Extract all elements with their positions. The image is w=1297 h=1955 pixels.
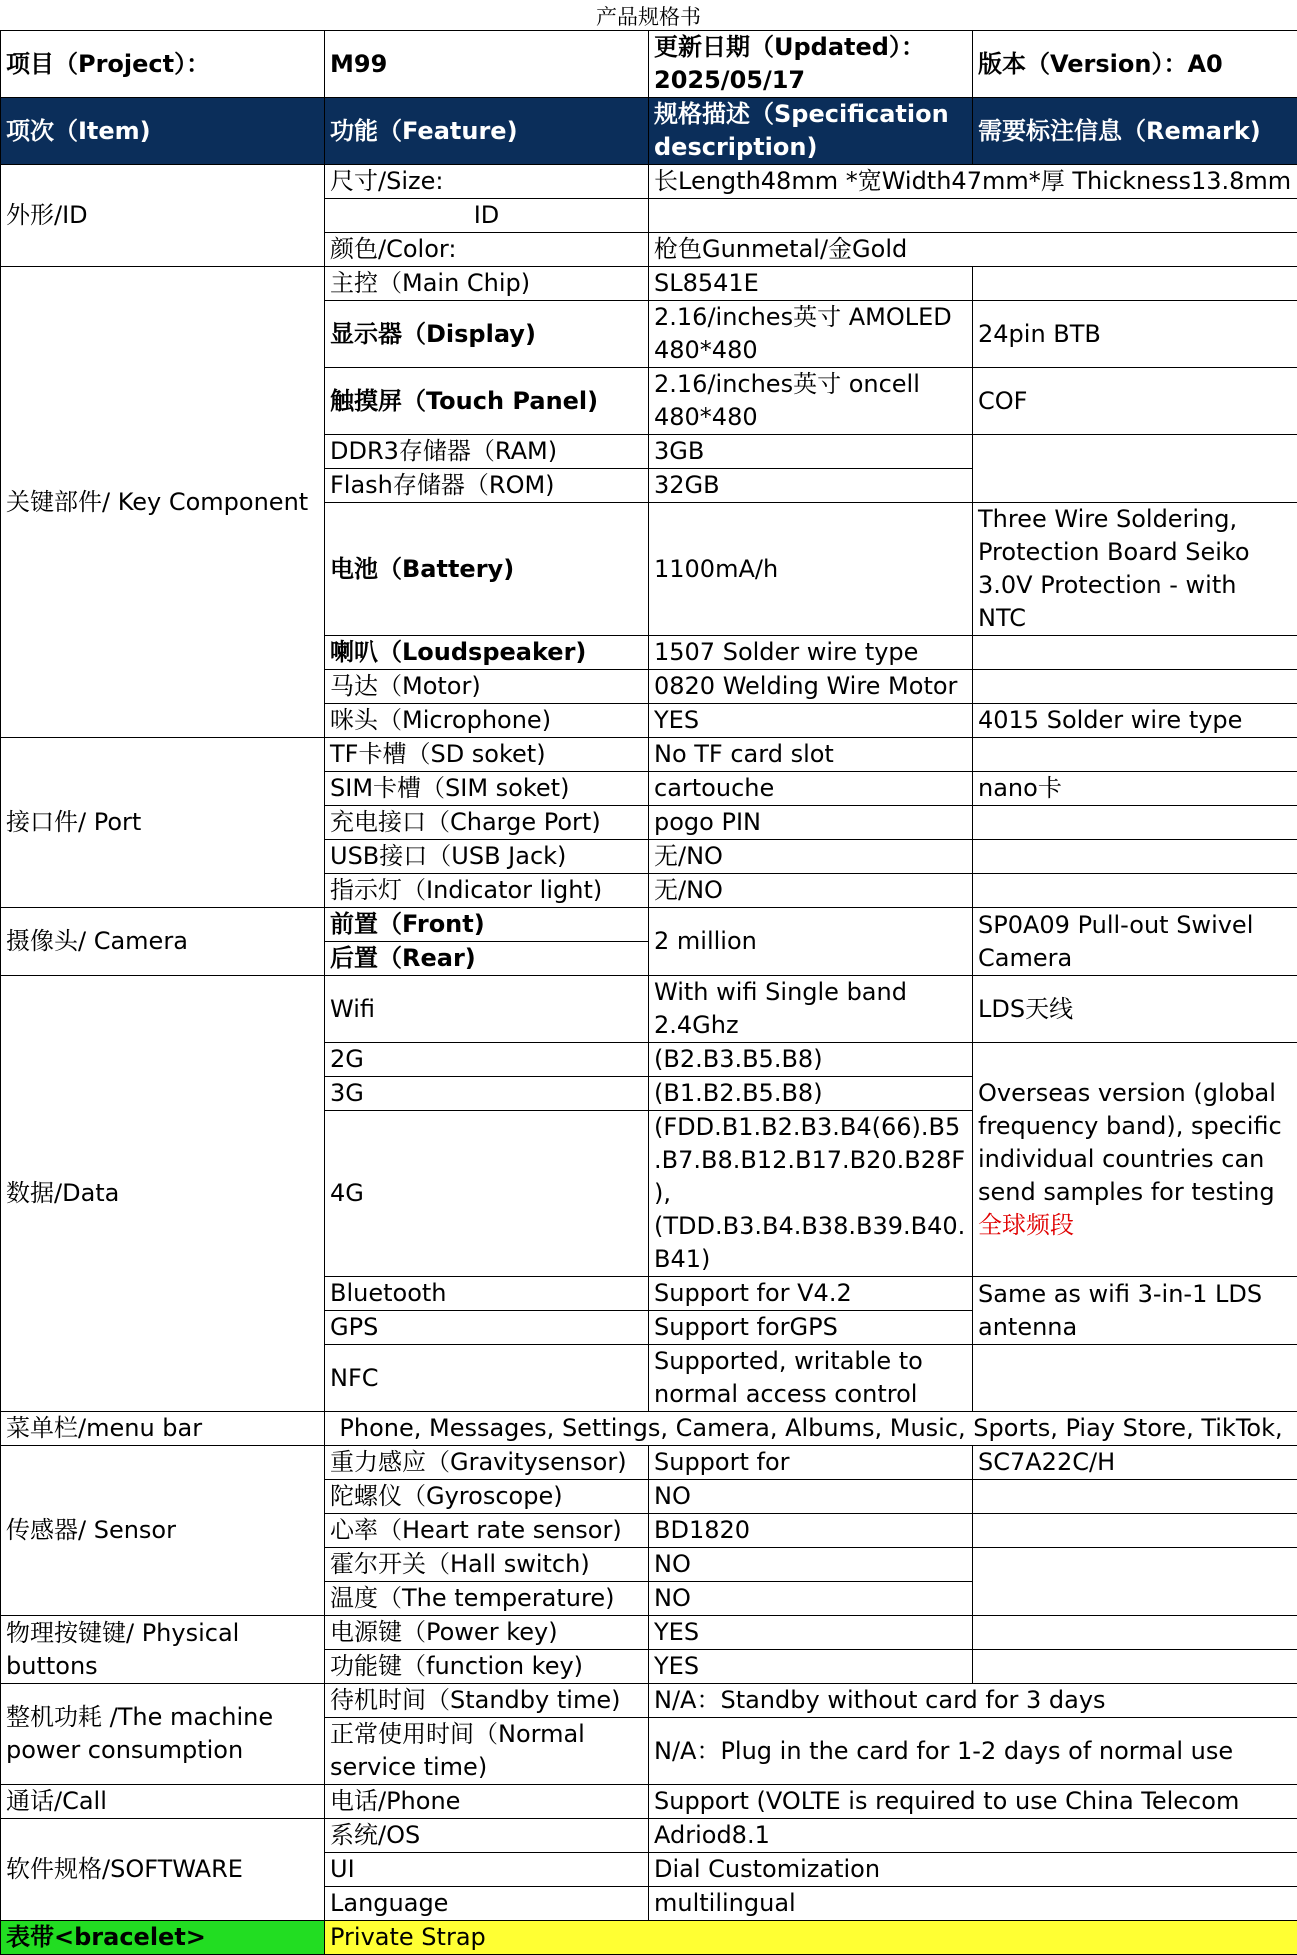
value-rom: 32GB xyxy=(649,469,973,503)
remark-touch-panel: COF xyxy=(973,368,1297,435)
value-indicator-light: 无/NO xyxy=(649,874,973,908)
feature-wifi: Wifi xyxy=(325,976,649,1043)
remark-microphone: 4015 Solder wire type xyxy=(973,704,1297,738)
remark-nfc xyxy=(973,1345,1297,1412)
value-heart-rate: BD1820 xyxy=(649,1514,973,1548)
remark-charge-port xyxy=(973,806,1297,840)
feature-temperature: 温度（The temperature) xyxy=(325,1582,649,1616)
value-motor: 0820 Welding Wire Motor xyxy=(649,670,973,704)
remark-wifi: LDS天线 xyxy=(973,976,1297,1043)
category-appearance: 外形/ID xyxy=(1,165,325,267)
header-spec: 规格描述（Specification description) xyxy=(649,98,973,165)
project-label: 项目（Project）： xyxy=(1,31,325,98)
value-display: 2.16/inches英寸 AMOLED 480*480 xyxy=(649,301,973,368)
remark-hall-temp xyxy=(973,1548,1297,1616)
feature-tf-slot: TF卡槽（SD soket) xyxy=(325,738,649,772)
updated-date: 更新日期（Updated）：2025/05/17 xyxy=(649,31,973,98)
feature-hall-switch: 霍尔开关（Hall switch) xyxy=(325,1548,649,1582)
table-row xyxy=(1,267,1297,301)
value-4g: (FDD.B1.B2.B3.B4(66).B5.B7.B8.B12.B17.B20.B28F),(TDD.B3.B4.B38.B39.B40.B41) xyxy=(649,1111,973,1277)
header-item: 项次（Item) xyxy=(1,98,325,165)
value-main-chip: SL8541E xyxy=(649,267,973,301)
feature-standby: 待机时间（Standby time) xyxy=(325,1684,649,1718)
remark-indicator-light xyxy=(973,874,1297,908)
remark-motor xyxy=(973,670,1297,704)
remark-battery: Three Wire Soldering, Protection Board Seiko 3.0V Protection - with NTC xyxy=(973,503,1297,636)
value-hall-switch: NO xyxy=(649,1548,973,1582)
category-port: 接口件/ Port xyxy=(1,738,325,908)
value-wifi: With wifi Single band 2.4Ghz xyxy=(649,976,973,1043)
value-normal-use: N/A：Plug in the card for 1-2 days of normal use xyxy=(649,1718,1297,1785)
value-bluetooth: Support for V4.2 xyxy=(649,1277,973,1311)
value-size: 长Length48mm *宽Width47mm*厚 Thickness13.8mm xyxy=(649,165,1297,199)
version: 版本（Version）：A0 xyxy=(973,31,1297,98)
category-key-component: 关键部件/ Key Component xyxy=(1,267,325,738)
remark-main-chip xyxy=(973,267,1297,301)
document-title: 产品规格书 xyxy=(0,0,1297,30)
table-row xyxy=(1,1446,1297,1480)
value-charge-port: pogo PIN xyxy=(649,806,973,840)
category-buttons: 物理按键键/ Physical buttons xyxy=(1,1616,325,1684)
value-gyroscope: NO xyxy=(649,1480,973,1514)
category-power: 整机功耗 /The machine power consumption xyxy=(1,1684,325,1785)
project-row xyxy=(1,31,1297,98)
feature-bluetooth: Bluetooth xyxy=(325,1277,649,1311)
value-ui: Dial Customization xyxy=(649,1853,1297,1887)
remark-heart-rate xyxy=(973,1514,1297,1548)
feature-function-key: 功能键（function key) xyxy=(325,1650,649,1684)
feature-gyroscope: 陀螺仪（Gyroscope) xyxy=(325,1480,649,1514)
remark-bands-global: 全球频段 xyxy=(978,1211,1074,1239)
feature-motor: 马达（Motor) xyxy=(325,670,649,704)
feature-sim-slot: SIM卡槽（SIM soket) xyxy=(325,772,649,806)
remark-camera: SP0A09 Pull-out Swivel Camera xyxy=(973,908,1297,976)
table-row xyxy=(1,1785,1297,1819)
table-row xyxy=(1,1616,1297,1650)
feature-id: ID xyxy=(325,199,649,233)
category-software: 软件规格/SOFTWARE xyxy=(1,1819,325,1921)
category-bracelet: 表带<bracelet> xyxy=(1,1921,325,1955)
feature-nfc: NFC xyxy=(325,1345,649,1412)
category-sensor: 传感器/ Sensor xyxy=(1,1446,325,1616)
feature-microphone: 咪头（Microphone) xyxy=(325,704,649,738)
value-bracelet: Private Strap xyxy=(325,1921,1297,1955)
value-tf-slot: No TF card slot xyxy=(649,738,973,772)
table-row xyxy=(1,738,1297,772)
feature-gps: GPS xyxy=(325,1311,649,1345)
value-battery: 1100mA/h xyxy=(649,503,973,636)
value-phone: Support (VOLTE is required to use China Telecom xyxy=(649,1785,1297,1819)
value-language: multilingual xyxy=(649,1887,1297,1921)
remark-loudspeaker xyxy=(973,636,1297,670)
feature-phone: 电话/Phone xyxy=(325,1785,649,1819)
value-id xyxy=(649,199,1297,233)
table-header xyxy=(1,98,1297,165)
value-microphone: YES xyxy=(649,704,973,738)
feature-charge-port: 充电接口（Charge Port) xyxy=(325,806,649,840)
feature-normal-use: 正常使用时间（Normal service time) xyxy=(325,1718,649,1785)
value-ram: 3GB xyxy=(649,435,973,469)
remark-gravity: SC7A22C/H xyxy=(973,1446,1297,1480)
remark-display: 24pin BTB xyxy=(973,301,1297,368)
value-sim-slot: cartouche xyxy=(649,772,973,806)
remark-function-key xyxy=(973,1650,1297,1684)
feature-ram: DDR3存储器（RAM) xyxy=(325,435,649,469)
remark-usb-jack xyxy=(973,840,1297,874)
value-standby: N/A：Standby without card for 3 days xyxy=(649,1684,1297,1718)
category-menu-bar: 菜单栏/menu bar xyxy=(1,1412,325,1446)
value-touch-panel: 2.16/inches英寸 oncell 480*480 xyxy=(649,368,973,435)
value-menu-bar: Phone, Messages, Settings, Camera, Albums, Music, Sports, Piay Store, TikTok, xyxy=(325,1412,1297,1446)
spec-table xyxy=(0,30,1297,1955)
feature-rear-camera: 后置（Rear) xyxy=(325,942,649,976)
table-row xyxy=(1,1684,1297,1718)
value-os: Adriod8.1 xyxy=(649,1819,1297,1853)
feature-gravity: 重力感应（Gravitysensor) xyxy=(325,1446,649,1480)
table-row xyxy=(1,165,1297,199)
table-row xyxy=(1,1819,1297,1853)
value-function-key: YES xyxy=(649,1650,973,1684)
value-camera: 2 million xyxy=(649,908,973,976)
feature-display: 显示器（Display) xyxy=(325,301,649,368)
value-3g: (B1.B2.B5.B8) xyxy=(649,1077,973,1111)
value-nfc: Supported, writable to normal access control xyxy=(649,1345,973,1412)
feature-size: 尺寸/Size: xyxy=(325,165,649,199)
remark-sim-slot: nano卡 xyxy=(973,772,1297,806)
remark-bands xyxy=(973,1043,1297,1277)
feature-usb-jack: USB接口（USB Jack) xyxy=(325,840,649,874)
remark-bt-gps: Same as wifi 3-in-1 LDS antenna xyxy=(973,1277,1297,1345)
remark-power-key xyxy=(973,1616,1297,1650)
feature-rom: Flash存储器（ROM) xyxy=(325,469,649,503)
value-power-key: YES xyxy=(649,1616,973,1650)
remark-bands-text: Overseas version (global frequency band), specific individual countries can send samples for testing xyxy=(978,1079,1282,1206)
remark-gyroscope xyxy=(973,1480,1297,1514)
value-color: 枪色Gunmetal/金Gold xyxy=(649,233,1297,267)
feature-language: Language xyxy=(325,1887,649,1921)
feature-front-camera: 前置（Front) xyxy=(325,908,649,942)
feature-2g: 2G xyxy=(325,1043,649,1077)
feature-os: 系统/OS xyxy=(325,1819,649,1853)
feature-color: 颜色/Color: xyxy=(325,233,649,267)
value-2g: (B2.B3.B5.B8) xyxy=(649,1043,973,1077)
feature-4g: 4G xyxy=(325,1111,649,1277)
table-row xyxy=(1,1921,1297,1955)
table-row xyxy=(1,908,1297,942)
value-gps: Support forGPS xyxy=(649,1311,973,1345)
value-temperature: NO xyxy=(649,1582,973,1616)
feature-loudspeaker: 喇叭（Loudspeaker) xyxy=(325,636,649,670)
category-call: 通话/Call xyxy=(1,1785,325,1819)
feature-power-key: 电源键（Power key) xyxy=(325,1616,649,1650)
table-row xyxy=(1,1412,1297,1446)
value-gravity: Support for xyxy=(649,1446,973,1480)
feature-main-chip: 主控（Main Chip) xyxy=(325,267,649,301)
feature-3g: 3G xyxy=(325,1077,649,1111)
category-camera: 摄像头/ Camera xyxy=(1,908,325,976)
feature-heart-rate: 心率（Heart rate sensor) xyxy=(325,1514,649,1548)
remark-tf-slot xyxy=(973,738,1297,772)
feature-touch-panel: 触摸屏（Touch Panel) xyxy=(325,368,649,435)
remark-memory xyxy=(973,435,1297,503)
table-row xyxy=(1,976,1297,1043)
category-data: 数据/Data xyxy=(1,976,325,1412)
header-remark: 需要标注信息（Remark) xyxy=(973,98,1297,165)
project-value: M99 xyxy=(325,31,649,98)
feature-ui: UI xyxy=(325,1853,649,1887)
header-feature: 功能（Feature) xyxy=(325,98,649,165)
value-loudspeaker: 1507 Solder wire type xyxy=(649,636,973,670)
value-usb-jack: 无/NO xyxy=(649,840,973,874)
feature-indicator-light: 指示灯（Indicator light) xyxy=(325,874,649,908)
feature-battery: 电池（Battery) xyxy=(325,503,649,636)
